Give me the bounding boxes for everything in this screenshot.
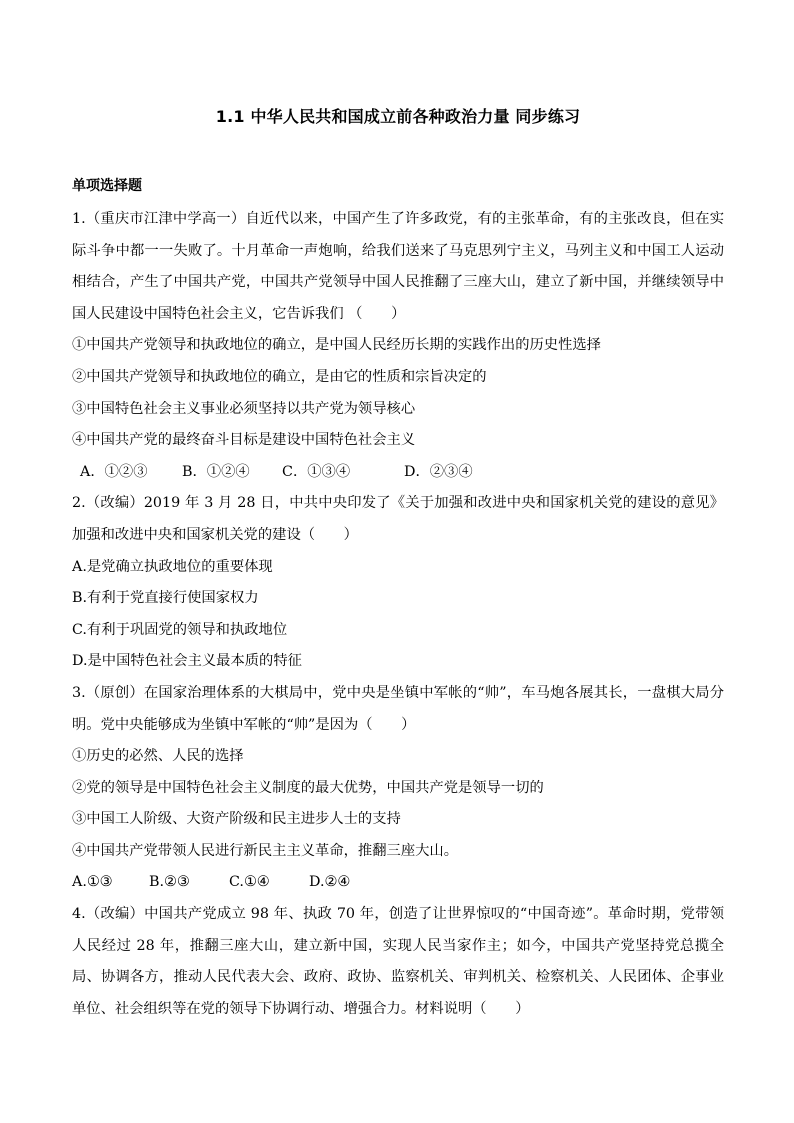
question-1-item: ③中国特色社会主义事业必须坚持以共产党为领导核心 [72, 400, 416, 417]
question-2-option-c: C.有利于巩固党的领导和执政地位 [72, 621, 288, 638]
question-3-item: ②党的领导是中国特色社会主义制度的最大优势，中国共产党是领导一切的 [72, 779, 544, 796]
question-1-option-a: A．①②③ [80, 463, 148, 480]
question-1-options [72, 457, 724, 489]
question-3-options [72, 867, 724, 899]
document-title: 1.1 中华人民共和国成立前各种政治力量 同步练习 [215, 107, 581, 126]
question-3-option-d: D.②④ [309, 874, 351, 891]
question-1-option-b: B．①②④ [182, 463, 250, 480]
question-4-stem: 4.（改编）中国共产党成立 98 年、执政 70 年，创造了让世界惊叹的“中国奇迹”。革命时期，党带领人民经过 28 年，推翻三座大山，建立新中国，实现人民当家作主；如今，中国共产党坚持党总揽全局、协调各方，推动人民代表大会、政府、政协、监察机关、审判机关、检察机关、人民团体、企事业单位、社会组织等在党的领导下协调行动、增强合力。材料说明（ ） [72, 906, 724, 1017]
question-3-option-b: B.②③ [149, 874, 190, 891]
section-heading: 单项选择题 [72, 178, 142, 194]
question-2-stem: 2.（改编）2019 年 3 月 28 日，中共中央印发了《关于加强和改进中央和国家机关党的建设的意见》 加强和改进中央和国家机关党的建设（ ） [72, 495, 724, 543]
question-3-item: ③中国工人阶级、大资产阶级和民主进步人士的支持 [72, 811, 401, 828]
question-1-option-d: D．②③④ [404, 463, 473, 480]
question-1-item: ②中国共产党领导和执政地位的确立，是由它的性质和宗旨决定的 [72, 368, 487, 385]
question-1-item: ④中国共产党的最终奋斗目标是建设中国特色社会主义 [72, 432, 416, 449]
question-2-option-a: A.是党确立执政地位的重要体现 [72, 558, 273, 575]
question-3-stem: 3.（原创）在国家治理体系的大棋局中，党中央是坐镇中军帐的“帅”，车马炮各展其长，一盘棋大局分明。党中央能够成为坐镇中军帐的“帅”是因为（ ） [72, 684, 724, 733]
question-1-item: ①中国共产党领导和执政地位的确立，是中国人民经历长期的实践作出的历史性选择 [72, 337, 601, 354]
question-2-option-d: D.是中国特色社会主义最本质的特征 [72, 653, 302, 670]
question-3-option-a: A.①③ [72, 874, 113, 891]
question-1-stem: 1.（重庆市江津中学高一）自近代以来，中国产生了许多政党，有的主张革命，有的主张改良，但在实际斗争中都一一失败了。十月革命一声炮响，给我们送来了马克思列宁主义，马列主义和中国工人运动相结合，产生了中国共产党，中国共产党领导中国人民推翻了三座大山，建立了新中国，并继续领导中国人民建设中国特色社会主义，它告诉我们 （ ） [72, 211, 724, 322]
question-3-item: ①历史的必然、人民的选择 [72, 748, 244, 765]
question-3-item: ④中国共产党带领人民进行新民主主义革命，推翻三座大山。 [72, 842, 459, 859]
question-3-option-c: C.①④ [229, 874, 270, 891]
question-1-option-c: C．①③④ [282, 463, 351, 480]
question-content [72, 204, 724, 1025]
question-2-option-b: B.有利于党直接行使国家权力 [72, 590, 259, 607]
